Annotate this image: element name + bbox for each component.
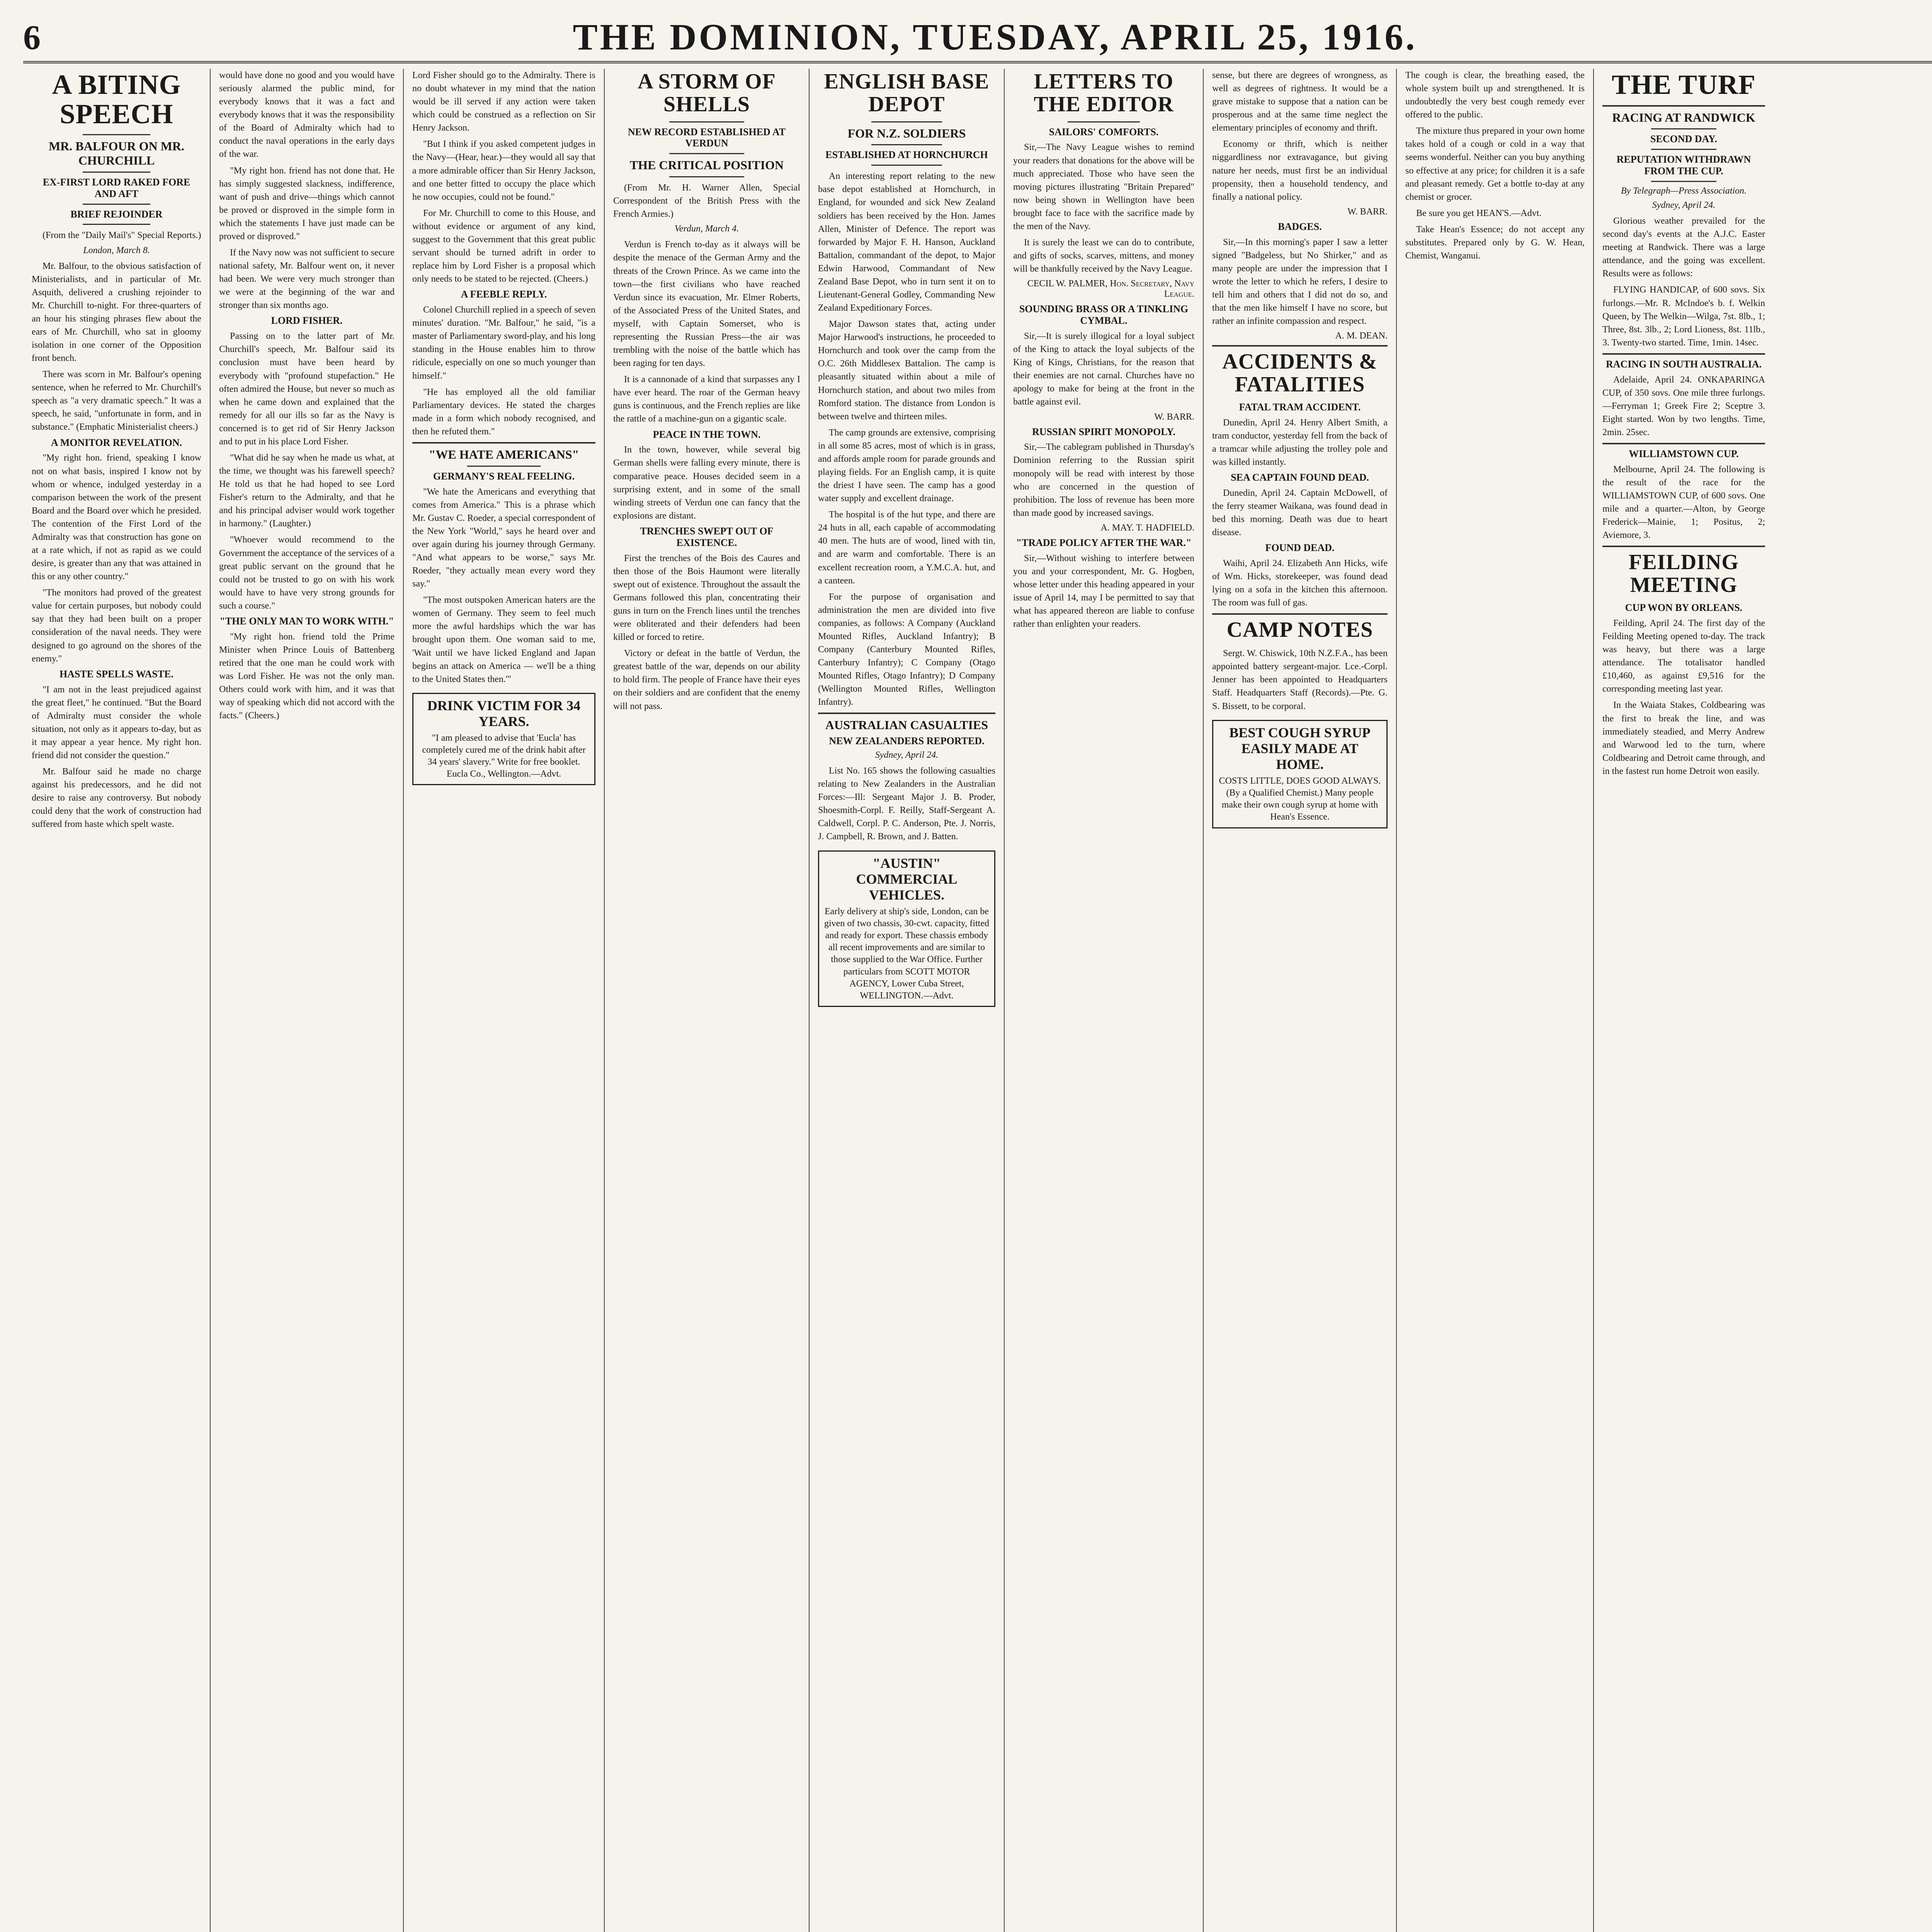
paragraph: Lord Fisher should go to the Admiralty. There is no doubt whatever in my mind that the nation would be ill served if any action were taken which could be construed as a reflection on Sir Henry Jackson.	[412, 70, 595, 133]
headline-camp-notes: CAMP NOTES	[1226, 618, 1373, 642]
paragraph: For the purpose of organisation and administration the men are divided into five companies, as follows: A Company (Auckland Mounted Rifles, Auckland Infantry); B Company (Canterbury Mounted Rifles, Canterbury Infantry); C Company (Otago Mounted Rifles, Otago Infantry); D Company (Wellington Mounted Rifles, Wellington Infantry).	[818, 592, 995, 707]
deck-germany: GERMANY'S REAL FEELING.	[433, 470, 575, 482]
ad-title: "AUSTIN" COMMERCIAL VEHICLES.	[856, 855, 957, 903]
letter-signature: W. BARR.	[1154, 412, 1194, 422]
column-2	[211, 69, 404, 1932]
ad-text: COSTS LITTLE, DOES GOOD ALWAYS. (By a Qualified Chemist.) Many people make their own cough syrup at home with Hean's Essence.	[1219, 776, 1381, 822]
paragraph: It is surely the least we can do to contribute, and gifts of socks, scarves, mittens, and money will be thankfully received by the Navy League.	[1013, 238, 1194, 274]
column-5	[810, 69, 1005, 1932]
letter-signature: W. BARR.	[1347, 206, 1388, 217]
letter-signature: CECIL W. PALMER, Hon. Secretary, Navy League.	[1027, 279, 1194, 299]
headline-feilding-meeting: FEILDING MEETING	[1629, 550, 1739, 597]
paragraph: FLYING HANDICAP, of 600 sovs. Six furlongs.—Mr. R. McIndoe's b. f. Welkin Queen, by The Welkin—Wilga, 7st. 8lb., 1; Three, 8st. 3lb., 2; Lord Lioness, 8st. 11lb., 3. Twenty-two started. Time, 1min. 14sec.	[1602, 285, 1765, 348]
ad-title: DRINK VICTIM FOR 34 YEARS.	[427, 697, 581, 730]
paragraph: Dunedin, April 24. Henry Albert Smith, a tram conductor, yesterday fell from the back of a tramcar while adjusting the trolley pole and was killed instantly.	[1212, 417, 1388, 467]
paragraph: List No. 165 shows the following casualties relating to New Zealanders in the Australian Forces:—Ill: Sergeant Major J. B. Proder, Shoesmith-Corpl. F. Reilly, Staff-Sergeant A. Caldwell, Corpl. P. C. Anderson, Pte. J. Norris, J. Campbell, R. Brown, and J. Batten.	[818, 766, 995, 842]
paragraph: The cough is clear, the breathing eased, the whole system built up and strengthened. It is undoubtedly the very best cough remedy ever offered to the public.	[1405, 70, 1585, 120]
headline-australian-casualties: AUSTRALIAN CASUALTIES	[825, 718, 988, 732]
paragraph: "Whoever would recommend to the Government the acceptance of the services of a great public servant on the ground that he could not be trusted to go on with his work would have to have very strong grounds for such a course."	[219, 535, 395, 611]
deck-rejoinder: BRIEF REJOINDER	[70, 208, 163, 220]
subhead: RUSSIAN SPIRIT MONOPOLY.	[1032, 426, 1176, 437]
paragraph: Sir,—Without wishing to interfere between you and your correspondent, Mr. G. Hogben, whose letter under this heading appeared in your issue of April 14, may I be permitted to say that what has appeared thereon are liable to confuse rather than enlighten your readers.	[1013, 553, 1194, 629]
subhead: FOUND DEAD.	[1265, 542, 1335, 554]
paragraph: If the Navy now was not sufficient to secure national safety, Mr. Balfour went on, it never had been. We were very much stronger than we were at the beginning of the war and stronger than six months ago.	[219, 248, 395, 311]
paragraph: Verdun is French to-day as it always will be despite the menace of the German Army and the threats of the Crown Prince. As we came into the town—the first civilians who have reached Verdun since its evacuation, Mr. Elmer Roberts, of the Associated Press of the United States, and myself, with Captain Somerset, who is representing the Russian Press—the air was trembling with the noise of the battle which has been raging for ten days.	[613, 240, 800, 369]
paragraph: "My right hon. friend told the Prime Minister when Prince Louis of Battenberg retired that the one man he could work with was Lord Fisher. He was not the only man. Others could work with him, and it was that way of speaking which did not accord with the facts." (Cheers.)	[219, 631, 395, 721]
headline-accidents-fatalities: ACCIDENTS & FATALITIES	[1222, 350, 1378, 397]
subhead: PEACE IN THE TOWN.	[653, 429, 761, 440]
paragraph: Economy or thrift, which is neither niggardliness nor extravagance, but giving nature her needs, must first be an individual propensity, then a household tendency, and finally a national policy.	[1212, 139, 1388, 202]
subhead: HASTE SPELLS WASTE.	[59, 668, 174, 680]
page-number: 6	[23, 19, 41, 57]
headline-biting-speech: A BITING SPEECH	[52, 69, 181, 129]
paragraph: There was scorn in Mr. Balfour's opening sentence, when he referred to Mr. Churchill's speech as "a very dramatic speech." It was a speech, he said, "unfortunate in form, and in substance." (Emphatic Ministerialist cheers.)	[32, 369, 201, 432]
subhead: FATAL TRAM ACCIDENT.	[1239, 401, 1361, 413]
paragraph: In the town, however, while several big German shells were falling every minute, there is comparative peace. Houses decided seem in a surprising extent, and in some of the small winding streets of Verdun one can fancy that the explosions are distant.	[613, 445, 800, 521]
column-7	[1204, 69, 1397, 1932]
paragraph: Adelaide, April 24. ONKAPARINGA CUP, of 350 sovs. One mile three furlongs.—Ferryman 1; Greek Fire 2; Sceptre 3. Eight started. Won by two lengths. Time, 2min. 25sec.	[1602, 374, 1765, 438]
column-8	[1397, 69, 1594, 1932]
paragraph: "The monitors had proved of the greatest value for certain purposes, but nobody could say that they had been built on a proper consideration of the naval needs. They were designed to go aground on the shores of the enemy."	[32, 588, 201, 664]
subhead: BADGES.	[1278, 221, 1322, 232]
column-1	[23, 69, 211, 1932]
paragraph: First the trenches of the Bois des Caures and then those of the Bois Haumont were literally swept out of existence. Throughout the assault the Germans followed this plan, concentrating their guns in turn on the French lines until the trenches were obliterated and their defenders had been killed or forced to retire.	[613, 553, 800, 643]
subhead: SOUNDING BRASS OR A TINKLING CYMBAL.	[1019, 303, 1189, 327]
headline-letters-to-editor: LETTERS TO THE EDITOR	[1034, 70, 1174, 116]
paragraph: "I am not in the least prejudiced against the great fleet," he continued. "But the Board of Admiralty must consider the whole situation, not only as it appears to-day, but as it may appear a year hence. My right hon. friend did not consider the question."	[32, 684, 201, 760]
paragraph: Waihi, April 24. Elizabeth Ann Hicks, wife of Wm. Hicks, storekeeper, was found dead lying on a sofa in the kitchen this afternoon. The room was full of gas.	[1212, 558, 1388, 608]
subhead: "THE ONLY MAN TO WORK WITH."	[219, 615, 394, 627]
paragraph: Feilding, April 24. The first day of the Feilding Meeting opened to-day. The track was heavy, but there was a large attendance. The totalisator handled £10,460, as against £9,516 for the corresponding meeting last year.	[1602, 618, 1765, 694]
subhead: SEA CAPTAIN FOUND DEAD.	[1231, 472, 1369, 483]
deck-balfour: MR. BALFOUR ON MR. CHURCHILL	[48, 139, 185, 167]
paragraph: It is a cannonade of a kind that surpasses any I have ever heard. The roar of the German heavy guns is continuous, and the French replies are like the rattle of a machine-gun on a gigantic scale.	[613, 374, 800, 424]
paragraph: "My right hon. friend has not done that. He has simply suggested slackness, indifference, want of push and drive—things which cannot be proved or disproved in the simple form in which the statements I have just made can be proved or disproved."	[219, 165, 395, 242]
paragraph: Take Hean's Essence; do not accept any substitutes. Prepared only by G. W. Hean, Chemist, Wanganui.	[1405, 224, 1585, 261]
subhead: LORD FISHER.	[271, 315, 343, 327]
paragraph: An interesting report relating to the new base depot established at Hornchurch, in England, for wounded and sick New Zealand soldiers has been received by the Hon. James Allen, Minister of Defence. The report was forwarded by Major F. H. Hanson, Auckland Battalion, commandant of the depot, to Major Edwin Harwood, Commandant of New Zealand Base Depot, who in turn sent it on to Lieutenant-General Godley, Commanding New Zealand Expeditionary Forces.	[818, 171, 995, 313]
paragraph: "My right hon. friend, speaking I know not on what basis, inspired I know not by whom or whence, indulged yesterday in a comparison between the work of the present Board and the Board over which he presided. The contention of the First Lord of the Admiralty was that construction has gone on at a rate which, if not as rapid as we could desire, is greater than any that was attained in this or any other country."	[32, 453, 201, 582]
column-3	[404, 69, 605, 1932]
paragraph: The hospital is of the hut type, and there are 24 huts in all, each capable of accommodating 40 men. The huts are of wood, lined with tin, and are warm and comfortable. There is an excellent recreation room, a Y.M.C.A. hut, and a canteen.	[818, 510, 995, 586]
dateline: Sydney, April 24.	[875, 750, 939, 760]
deck-nz-reported: NEW ZEALANDERS REPORTED.	[829, 735, 985, 747]
paragraph: "The most outspoken American haters are the women of Germany. They seem to feel much more the awful hardships which the war has brought upon them. One woman said to me, 'Wait until we have licked England and Japan begins an attack on America — we'll be a thing to the United States then.'"	[412, 595, 595, 684]
paragraph: sense, but there are degrees of wrongness, as well as degrees of rightness. It would be a grave mistake to suppose that a nation can be prosperous and at the same time neglect the elementary principles of economy and thrift.	[1212, 70, 1388, 133]
paragraph: Mr. Balfour said he made no charge against his predecessors, and he did not desire to raise any controversy. But nobody could deny that the work of construction had suffered from haste which spelt waste.	[32, 767, 201, 830]
paragraph: For Mr. Churchill to come to this House, and without evidence or argument of any kind, suggest to the Government that this great public servant should be turned adrift in order to replace him by Lord Fisher is a proposal which only needs to be stated to be rejected. (Cheers.)	[412, 208, 595, 284]
headline-the-turf: THE TURF	[1612, 69, 1756, 100]
paragraph: "He has employed all the old familiar Parliamentary devices. He stated the charges made in a form which nobody recognised, and then he refuted them."	[412, 387, 595, 437]
byline: By Telegraph—Press Association.	[1621, 186, 1747, 196]
paragraph: Sir,—It is surely illogical for a loyal subject of the King to attack the loyal subjects of the King of Kings, Christians, for the reason that their enemies are not carnal. Churches have no apology to make for being at the front in the battle against evil.	[1013, 331, 1194, 407]
article-lead: (From Mr. H. Warner Allen, Special Correspondent of the British Press with the French Armies.)	[613, 183, 800, 219]
subhead: SAILORS' COMFORTS.	[1049, 126, 1159, 138]
paragraph: Passing on to the latter part of Mr. Churchill's speech, Mr. Balfour said its conclusion must have been heard by everybody with "profound stupefaction." He often admired the House, but never so much as when he came down and explained that the remedy for all our ills so far as the Navy is concerned is to get rid of Sir Henry Jackson and to put in his place Lord Fisher.	[219, 331, 395, 447]
ad-text: "I am pleased to advise that 'Eucla' has completely cured me of the drink habit after 34 years' slavery." Write for free booklet. Eucla Co., Wellington.—Advt.	[422, 733, 586, 779]
dateline: Sydney, April 24.	[1652, 200, 1716, 211]
column-6	[1005, 69, 1204, 1932]
paragraph: Sir,—In this morning's paper I saw a letter signed "Badgeless, but No Shirker," and as many people are under the impression that I wrote the letter to which he refers, I desire to tell him and others that I did not do so, and that the men like himself I have no score, but rather an infinite compassion and respect.	[1212, 237, 1388, 327]
paragraph: In the Waiata Stakes, Coldbearing was the first to break the line, and was immediately steadied, and Merry Andrew and Warwood led to the turn, where Coldbearing and Detroit came through, and in the fastest run home Detroit won easily.	[1602, 700, 1765, 776]
subhead: "TRADE POLICY AFTER THE WAR."	[1016, 537, 1192, 548]
newspaper-title: THE DOMINION, TUESDAY, APRIL 25, 1916.	[573, 16, 1417, 58]
paragraph: would have done no good and you would have seriously alarmed the public mind, for everybody knows that it was a fact and everybody knows that it was the responsibility of the Board of Admiralty which had to conduct the naval operations in the early days of the war.	[219, 70, 395, 160]
deck-nz-soldiers: FOR N.Z. SOLDIERS	[847, 126, 966, 140]
advertisement-cough-syrup	[1212, 720, 1388, 828]
headline-english-base-depot: ENGLISH BASE DEPOT	[824, 70, 990, 116]
paragraph: The mixture thus prepared in your own home takes hold of a cough or cold in a way that seems wonderful. Neither can you buy anything so effective at any price; for children it is a safe and pleasant remedy. Get a bottle to-day at any chemist or grocer.	[1405, 126, 1585, 202]
paragraph: "We hate the Americans and everything that comes from America." This is a phrase which Mr. Gustav C. Roeder, a special correspondent of the New York "World," says he heard over and over again during his journey through Germany. "And what appears to be worse," says Mr. Roeder, "they actually mean every word they say."	[412, 486, 595, 589]
paragraph: Colonel Churchill replied in a speech of seven minutes' duration. "Mr. Balfour," he said, "is a master of Parliamentary sword-play, and his long standing in the House enables him to throw ridicule, especially on one so much younger than himself."	[412, 305, 595, 381]
deck-randwick: RACING AT RANDWICK	[1612, 110, 1755, 124]
paragraph: Mr. Balfour, to the obvious satisfaction of Ministerialists, and in particular of Mr. Asquith, delivered a crushing rejoinder to Mr. Churchill to-night. For three-quarters of an hour his stinging phrases flew about the ears of Mr. Churchill, who sat in gloomy isolation in one corner of the Opposition front bench.	[32, 261, 201, 364]
paragraph: The camp grounds are extensive, comprising in all some 85 acres, most of which is in grass, and affords ample room for parade grounds and playing fields. For an English camp, it is quite the driest I have seen. The camp has a good water supply and excellent drainage.	[818, 427, 995, 504]
letter-signature: A. MAY. T. HADFIELD.	[1100, 522, 1194, 533]
paragraph: Victory or defeat in the battle of Verdun, the greatest battle of the war, depends on our ability to hold firm. The people of France have their eyes on their soldiers and are confident that the enemy will not pass.	[613, 648, 800, 711]
ad-title: BEST COUGH SYRUP EASILY MADE AT HOME.	[1229, 724, 1371, 772]
paragraph: Sir,—The cablegram published in Thursday's Dominion referring to the Russian spirit monopoly will be read with interest by those who are concerned in the question of prohibition. The loss of revenue has been more than made good by increased savings.	[1013, 442, 1194, 518]
column-9	[1594, 69, 1774, 1932]
subhead: A MONITOR REVELATION.	[51, 437, 182, 448]
columns	[23, 69, 1932, 1932]
paragraph: Sir,—The Navy League wishes to remind your readers that donations for the above will be much appreciated. Those who have seen the moving pictures illustrating "Britain Prepared" now being shown in Wellington have been brought face to face with the sacrifice made by the men of the Navy.	[1013, 142, 1194, 231]
dateline: London, March 8.	[83, 245, 150, 255]
deck-second-day: SECOND DAY.	[1650, 133, 1717, 145]
masthead	[23, 15, 1932, 63]
headline-we-hate-americans: "WE HATE AMERICANS"	[429, 447, 579, 461]
subhead: A FEEBLE REPLY.	[461, 289, 547, 300]
advertisement-drink-cure	[412, 693, 595, 786]
deck-hornchurch: ESTABLISHED AT HORNCHURCH	[825, 149, 988, 161]
deck-reputation: REPUTATION WITHDRAWN FROM THE CUP.	[1616, 154, 1751, 177]
dateline: Verdun, March 4.	[674, 224, 739, 234]
ad-text: Early delivery at ship's side, London, can be given of two chassis, 30-cwt. capacity, fitted and ready for export. These chassis embody all recent improvements and are similar to those supplied to the War Office. Further particulars from SCOTT MOTOR AGENCY, Lower Cuba Street, WELLINGTON.—Advt.	[824, 906, 989, 1001]
deck-verdun-record: NEW RECORD ESTABLISHED AT VERDUN	[628, 126, 786, 149]
paragraph: Melbourne, April 24. The following is the result of the race for the WILLIAMSTOWN CUP, of 600 sovs. One mile and a quarter.—Alton, by George Frederick—Mainie, 1; Positus, 2; Aviemore, 3.	[1602, 464, 1765, 541]
headline-storm-of-shells: A STORM OF SHELLS	[638, 70, 776, 116]
subhead: RACING IN SOUTH AUSTRALIA.	[1605, 358, 1762, 370]
letter-signature: A. M. DEAN.	[1335, 331, 1388, 341]
advertisement-austin-vehicles	[818, 850, 995, 1007]
paragraph: Glorious weather prevailed for the second day's events at the A.J.C. Easter meeting at Randwick. There was a large attendance, and the going was excellent. Results were as follows:	[1602, 216, 1765, 279]
paragraph: Be sure you get HEAN'S.—Advt.	[1416, 208, 1542, 218]
deck-ex-first-lord: EX-FIRST LORD RAKED FORE AND AFT	[43, 176, 190, 199]
paragraph: "What did he say when he made us what, at the time, we thought was his farewell speech? He told us that he had hoped to see Lord Fisher's return to the Admiralty, and that he and his principal adviser would work together in harmony." (Laughter.)	[219, 453, 395, 529]
deck-cup-orleans: CUP WON BY ORLEANS.	[1625, 602, 1743, 614]
paragraph: Sergt. W. Chiswick, 10th N.Z.F.A., has been appointed battery sergeant-major. Lce.-Corpl. Jenner has been appointed to Headquarters Staff. Headquarters Staff (Records).—Pte. G. S. Bissett, to be corporal.	[1212, 648, 1388, 711]
deck-critical-position: THE CRITICAL POSITION	[629, 158, 784, 172]
paragraph: Major Dawson states that, acting under Major Harwood's instructions, he proceeded to Hornchurch and took over the camp from the O.C. 26th Middlesex Battalion. The camp is pleasantly situated within about a mile of Hornchurch station, and about two miles from Romford station. The distance from London is between twelve and thirteen miles.	[818, 319, 995, 422]
article-lead: (From the "Daily Mail's" Special Reports.)	[43, 230, 201, 241]
paragraph: Dunedin, April 24. Captain McDowell, of the ferry steamer Waikana, was found dead in bed this morning. Death was due to heart disease.	[1212, 488, 1388, 538]
column-4	[605, 69, 810, 1932]
subhead: TRENCHES SWEPT OUT OF EXISTENCE.	[640, 525, 774, 548]
paragraph: "But I think if you asked competent judges in the Navy—(Hear, hear.)—they would all say that a more admirable officer than Sir Henry Jackson, and one better fitted to occupy the place which he now occupies, could not be found."	[412, 139, 595, 202]
subhead: WILLIAMSTOWN CUP.	[1629, 448, 1739, 460]
